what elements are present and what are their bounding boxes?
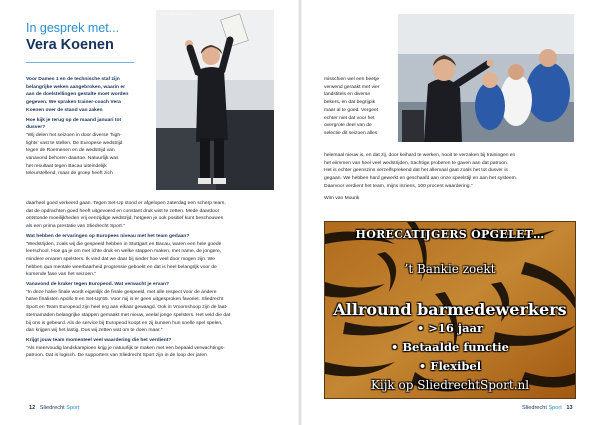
footer-brand-b: Sport (66, 405, 80, 411)
photo-caption: Foto: Wim van Mourik (160, 12, 193, 16)
answer-3-line-4: sternamaden belangrijke stappen gemaakt met nieuw, veelal jonge spelsters. Het veld die dat (26, 312, 231, 318)
answer-1-cont-line-1: daarheel goed verkeerd gaan. Tegen Set-Up stond er afgelopen zaterdag een scherp team, (26, 201, 226, 206)
intro-line-3: aan de doelstellingen gestalte moet worden (26, 92, 129, 98)
footer-brand-a: Sliedrecht (39, 405, 65, 411)
answer-1-cont-line-2: dat de opdrachten goed heeft uitgevoerd en constant druk wist te zetten. Mede daardoor (26, 208, 220, 214)
article-continued-wide (324, 152, 576, 202)
answer-3-line-5: bij ons is gebeurd. Als de service bij Europeod koopt en zij kunnen hun snelle spel spelen, (26, 320, 223, 326)
question-4: Krijgt jouw team momenteel veel waardering die het verdient? (26, 337, 172, 343)
cont-narrow-line-1: misschien wel een beetje (324, 77, 380, 82)
answer-1-line-3: tegen de Roemenen en de wedstrijd van (26, 148, 115, 154)
ad-headline: HORECATIJGERS OPGELET… (355, 228, 545, 241)
title-underline (26, 62, 134, 63)
answer-2-line-3: mindere ervaren spelsters. Ik vind dat we daar bij sinder hoe veel door mogen zijn. We (26, 256, 216, 262)
question-2: Wat hebben de ervaringen op Europees niveau met het team gedaan? (26, 233, 190, 239)
ad-requirement-paid: • Betaalde functie (390, 340, 509, 354)
answer-1-cont-line-4: als een prima prestatie van Sliedrecht Sport.” (26, 224, 125, 230)
page-number-right: 13 (566, 405, 573, 411)
footer-brand-b-right: Sport (548, 405, 562, 411)
answer-3-line-3: Sport en Team Europeod zijn heel erg aan elkaar gewaagd. Ook in Vroomshoop zijn de laat- (26, 305, 228, 311)
ad-requirement-flexible: • Flexibel (418, 359, 482, 373)
article-title-block (26, 20, 150, 60)
answer-1-cont-line-3: ontstonde moeilijkheden vrij eenzijdige wedstrijd, hetgeen je ook positief kunt beschouwen (26, 216, 224, 222)
intro-line-4: gegeven. We spraken trainer-coach Vera (26, 100, 121, 106)
cont-narrow-line-6: echter niet dat voor het (324, 115, 375, 121)
cont-wide-line-5: Daarvoor verdient het team, mijns inziens, 100 procent waardering.” (324, 183, 473, 189)
answer-2-line-4: hebben qua mentale weerbaarheid progressie geboekt en dat is heel belangrijk voor de (26, 264, 217, 270)
answer-4-line-1: “Als meervoudig landskampioen krijg je natuurlijk te maken met een bepaald verwachtings- (26, 345, 225, 351)
cont-wide-line-4: gegaan. We hebben hard gewerkt en geschaafd aan onze speelstijl en aan het systeem. (324, 176, 518, 182)
answer-3-line-1: “In deze halve finale wordt eigenlijk de finale gespeeld, met alle respect voor de andere (26, 289, 217, 295)
cont-narrow-line-7: overgrote deel van de (324, 123, 372, 129)
answer-3-line-2: halve finalisten Apollo 8 en Set-Up’65. Voor mij is er geen uitgesproken favoriet. Sliedrecht (26, 297, 224, 303)
cont-narrow-line-8: selectie dit seizoen alles (324, 130, 378, 136)
article-title: Vera Koenen (26, 37, 114, 53)
cont-narrow-line-2: verwend geraakt met vier (324, 84, 380, 90)
ad-vacancy-title: Allround barmedewerkers (333, 300, 567, 319)
footer-brand-a-right: Sliedrecht (522, 405, 547, 411)
article-body-column (26, 200, 288, 360)
answer-1-line-5: het resultaat tegen Bacau uiteindelijk (26, 163, 107, 169)
intro-line-5: Koenen over de stand van zaken (26, 107, 103, 113)
intro-line-1: Voor Dames 1 en de technische staf zijn (26, 77, 120, 82)
footer-left (26, 405, 80, 411)
article-kicker: In gesprek met... (26, 21, 120, 35)
article-continued-narrow (324, 76, 398, 138)
answer-3-line-6: dan krijgen wij het lastig. Dus wij zetten wat om te doen maar.” (26, 328, 163, 334)
question-1-line-1: Hoe kijk je terug op de maand januari tot (26, 117, 122, 123)
answer-2-line-2: leerschool. Hoe ga je om met ichte druk en welke stappen maken, met name, de jongere, (26, 249, 222, 255)
ad-requirement-age: • >16 jaar (416, 321, 484, 335)
article-intro-column (26, 76, 154, 178)
question-3: Vanavond de kraker tegen Europeod. Wat verwacht je ervan? (26, 282, 170, 288)
ad-subheadline: ’t Bankie zoekt (404, 262, 496, 276)
cont-narrow-line-5: maar al te goed. Vergeet (324, 107, 379, 113)
cont-wide-line-1: helemaal nieuw is, en dat zij, door keihard te werken, nooit te verzaken bij trainingen en (324, 153, 516, 158)
answer-1-line-1: “Wij delen het seizoen in door diverse ‘high- (26, 132, 122, 138)
cont-wide-line-3: Het is echter geenszins verzelfsprekend dat het allemaal gaat zoals het tot dusver is (324, 168, 508, 174)
answer-1-line-6: teleurstellend, maar de groep heeft zich (26, 171, 113, 177)
answer-1-line-2: lights’ vast te stellen. De Europese wedstrijd (26, 140, 123, 146)
bar-staff-advertisement (324, 221, 576, 399)
cont-narrow-line-4: bekers, en dat begrijpik (324, 100, 376, 106)
author-credit: Wim van Mourik (324, 195, 360, 201)
answer-2-line-5: komende fase van het seizoen.” (26, 272, 96, 278)
intro-line-2: belangrijke weken aangebroken, waarin er (26, 84, 126, 90)
cont-narrow-line-3: landstitels en diverse (324, 92, 371, 98)
answer-4-line-2: patroon. Dat is logisch. De supporters van Sliedrecht Sport zijn in de loop der jaren (26, 353, 207, 359)
spine-gutter (298, 0, 302, 425)
answer-1-line-4: vanavond behoren daartoe. Natuurlijk was (26, 156, 119, 162)
footer-right (522, 405, 576, 411)
question-1-line-2: dusver? (26, 125, 46, 131)
cont-wide-line-2: het eiimmen van heel veel wedstrijden, trachtige proberen te gaven aan dat patroon. (324, 160, 509, 166)
answer-2-line-1: “Wedstrijden, zoals wij die gespeeld hebben in Stuttgart en Bacau, waren een hele goede (26, 241, 222, 247)
page-number-left: 12 (29, 405, 36, 411)
ad-website-link[interactable]: Kijk op SliedrechtSport.nl (370, 378, 530, 392)
coach-photo (156, 10, 274, 190)
team-huddle-photo (398, 14, 574, 142)
